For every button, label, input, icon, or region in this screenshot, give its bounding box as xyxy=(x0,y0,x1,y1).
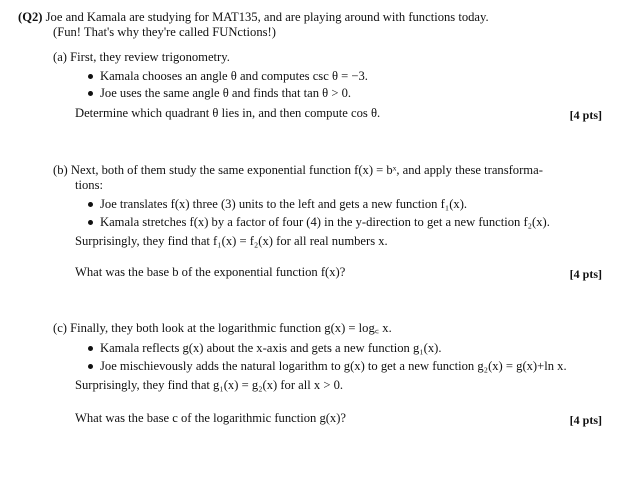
part-c-points: [4 pts] xyxy=(569,413,602,427)
question-intro-line-2: (Fun! That's why they're called FUNctions!) xyxy=(53,25,276,39)
part-b-bullet-2 xyxy=(88,215,550,230)
part-b-label: (b) xyxy=(53,163,68,177)
part-a-task: Determine which quadrant θ lies in, and then compute cos θ. xyxy=(75,106,381,120)
part-a-bullet-2 xyxy=(88,86,351,101)
part-b-bullet-1 xyxy=(88,197,467,212)
part-c-bullet-2 xyxy=(88,359,567,374)
part-b-lead xyxy=(53,163,543,178)
part-a-lead-text: First, they review trigonometry. xyxy=(70,50,230,64)
part-c-surprise: Surprisingly, they find that g₁(x) = g₂(x) for all x > 0. xyxy=(75,378,344,392)
part-a-bullet-2-text: Joe uses the same angle θ and finds that tan θ > 0. xyxy=(100,86,352,100)
question-header xyxy=(18,10,489,25)
part-c-lead xyxy=(53,321,392,336)
bullet-icon xyxy=(88,220,93,225)
part-a-label: (a) xyxy=(53,50,67,64)
part-a-points: [4 pts] xyxy=(569,108,602,122)
part-c-lead-text: Finally, they both look at the logarithmic function g(x) = log꜀ x. xyxy=(70,321,392,335)
bullet-icon xyxy=(88,346,93,351)
part-c-bullet-1 xyxy=(88,341,442,356)
part-c-question: What was the base c of the logarithmic function g(x)? xyxy=(75,411,347,425)
part-b-question: What was the base b of the exponential function f(x)? xyxy=(75,265,346,279)
part-b-lead-text: Next, both of them study the same exponential function f(x) = bˣ, and apply these transforma- xyxy=(70,163,543,177)
part-c-bullet-2-text: Joe mischievously adds the natural logarithm to g(x) to get a new function g₂(x) = g(x)+ln x. xyxy=(100,359,567,373)
bullet-icon xyxy=(88,91,93,96)
part-b-bullet-2-text: Kamala stretches f(x) by a factor of four (4) in the y-direction to get a new function f₂(x). xyxy=(100,215,550,229)
part-a-lead xyxy=(53,50,230,65)
part-b-bullet-1-text: Joe translates f(x) three (3) units to the left and gets a new function f₁(x). xyxy=(100,197,468,211)
part-b-lead-line-2: tions: xyxy=(75,178,103,192)
part-c-bullet-1-text: Kamala reflects g(x) about the x-axis and gets a new function g₁(x). xyxy=(100,341,442,355)
bullet-icon xyxy=(88,74,93,79)
bullet-icon xyxy=(88,364,93,369)
part-c-label: (c) xyxy=(53,321,67,335)
question-intro-line-1: Joe and Kamala are studying for MAT135, and are playing around with functions today. xyxy=(45,10,489,24)
part-a-bullet-1-text: Kamala chooses an angle θ and computes csc θ = −3. xyxy=(100,69,368,83)
part-b-surprise: Surprisingly, they find that f₁(x) = f₂(x) for all real numbers x. xyxy=(75,234,388,248)
question-label: (Q2) xyxy=(18,10,43,24)
part-a-bullet-1 xyxy=(88,69,368,84)
bullet-icon xyxy=(88,202,93,207)
part-b-points: [4 pts] xyxy=(569,267,602,281)
